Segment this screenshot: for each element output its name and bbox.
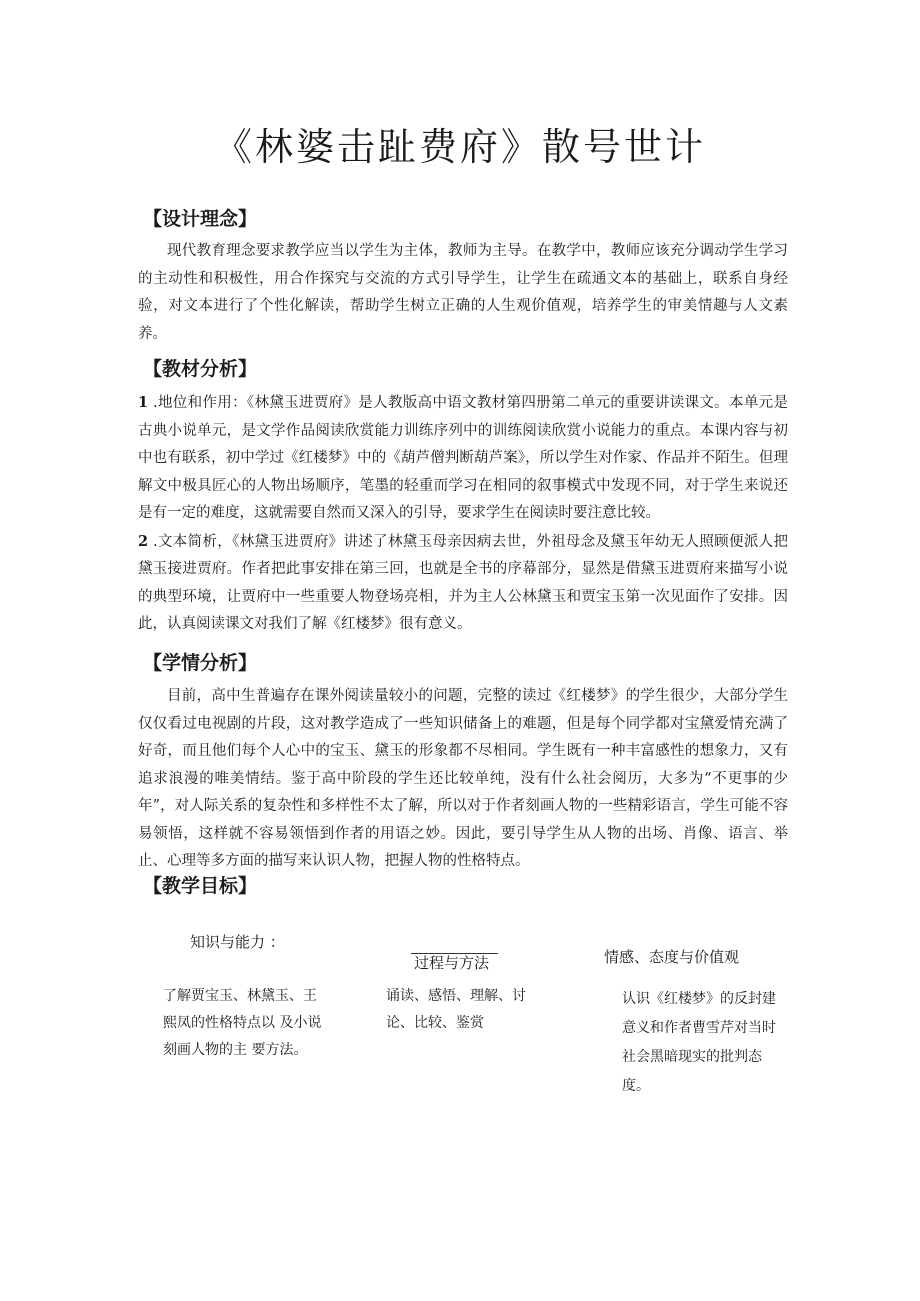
students-paragraph [138,683,788,876]
design-paragraph [138,238,788,348]
document-title: 《林婆击趾费府》散号世计 [213,125,706,169]
students-heading: 【学情分析】 [143,652,258,674]
design-body: 现代教育理念要求教学应当以学生为主体，教师为主导。在教学中，教师应该充分调动学生学习的主动性和积极性，用合作探究与交流的方式引导学生，让学生在疏通文本的基础上，联系自身经验，对文本进行了个性化解读，帮助学生树立正确的人生观价值观，培养学生的审美情趣与人文素养。 [138,243,788,342]
goal-col1-text: 了解贾宝玉、林黛玉、王熙凤的性格特点以 及小说刻画人物的主 要方法。 [163,988,322,1058]
goal-col2-heading: 过程与方法 [414,954,490,972]
item-text: .文本简析，《林黛玉进贾府》讲述了林黛玉母亲因病去世，外祖母念及黛玉年幼无人照顾便派人把黛玉接进贾府。作者把此事安排在第三回，也就是全书的序幕部分，显然是借黛玉进贾府来描写小说的典型环境，让贾府中一些重要人物登场亮相，并为主人公林黛玉和贾宝玉第一次见面作了安排。因此，认真阅读课文对我们了解《红楼梦》很有意义。 [138,533,788,632]
goals-heading: 【教学目标】 [143,875,258,897]
goal-col2-text: 诵读、感悟、理解、讨论、比较、鉴赏 [386,988,526,1031]
item-number: 1 [138,394,149,411]
item-text: .地位和作用：《林黛玉进贾府》是人教版高中语文教材第四册第二单元的重要讲读课文。本单元是古典小说单元，是文学作品阅读欣赏能力训练序列中的训练阅读欣赏小说能力的重点。本课内容与初中也有联系，初中学过《红楼梦》中的《葫芦僧判断葫芦案》，所以学生对作家、作品并不陌生。但理解文中极具匠心的人物出场顺序，笔墨的轻重而学习在相同的叙事模式中发现不同，对于学生来说还是有一定的难度，这就需要自然而又深入的引导，要求学生在阅读时要注意比较。 [138,395,788,521]
materials-item-2 [138,528,788,639]
goal-col3-text: 认识《红楼梦》的反封建意义和作者曹雪芹对当时社会黑暗现实的批判态度。 [622,991,776,1094]
design-heading: 【设计理念】 [143,208,258,230]
goal-col3-heading: 情感、态度与价值观 [604,948,740,966]
materials-paragraphs [138,389,788,639]
item-number: 2 [138,532,149,550]
materials-item-1 [138,389,788,528]
materials-heading: 【教材分析】 [143,358,258,380]
students-body: 目前，高中生普遍存在课外阅读量较小的问题，完整的读过《红楼梦》的学生很少，大部分学生仅仅看过电视剧的片段，这对教学造成了一些知识储备上的难题，但是每个同学都对宝黛爱情充满了好奇，而且他们每个人心中的宝玉、黛玉的形象都不尽相同。学生既有一种丰富感性的想象力，又有追求浪漫的唯美情结。鉴于高中阶段的学生还比较单纯，没有什么社会阅历，大多为“不更事的少年”，对人际关系的复杂性和多样性不太了解，所以对于作者刻画人物的一些精彩语言，学生可能不容易领悟，这样就不容易领悟到作者的用语之妙。因此，要引导学生从人物的出场、肖像、语言、举止、心理等多方面的描写来认识人物，把握人物的性格特点。 [138,688,788,869]
goal-col1-heading: 知识与能力 ： [190,933,285,951]
